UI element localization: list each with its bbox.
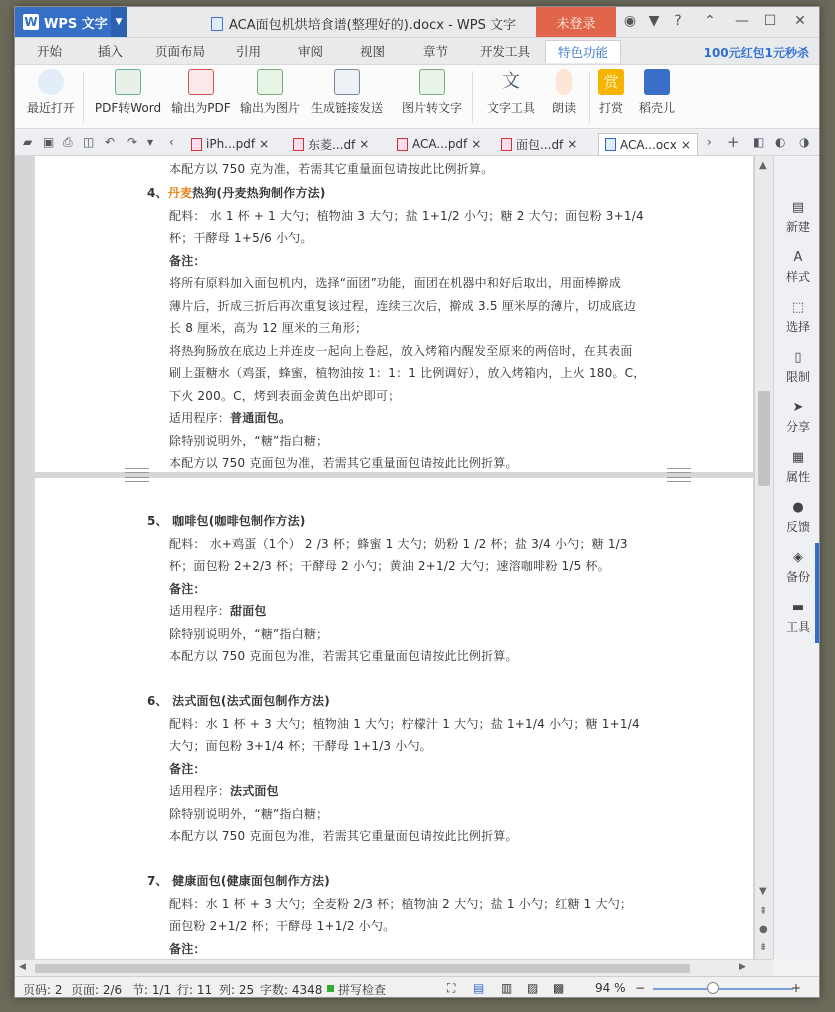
pdf-file-icon bbox=[293, 138, 304, 151]
paragraph: 将所有原料加入面包机内，选择“面团”功能，面团在机器中和好后取出，用面棒擀成 bbox=[169, 276, 622, 290]
divider bbox=[589, 71, 590, 123]
image-to-text-label: 图片转文字 bbox=[401, 101, 462, 115]
panel-label: 反馈 bbox=[785, 520, 810, 534]
chevron-down-icon[interactable]: ▼ bbox=[111, 7, 127, 37]
page-number[interactable]: 页码: 2 bbox=[23, 983, 63, 997]
paragraph bbox=[169, 602, 267, 619]
horizontal-scrollbar[interactable] bbox=[15, 959, 773, 976]
panel-properties[interactable] bbox=[774, 450, 820, 485]
ribbon-toolbar bbox=[15, 64, 819, 129]
program-label: 适用程序： bbox=[169, 604, 231, 618]
doc-tab-label: 东菱...df bbox=[308, 137, 356, 152]
web-view-icon[interactable]: ▨ bbox=[527, 981, 539, 995]
doc-tab-label: ACA...pdf bbox=[412, 137, 468, 151]
section-info: 节: 1/1 bbox=[132, 983, 172, 997]
page bbox=[35, 478, 753, 959]
doc-tab[interactable] bbox=[391, 133, 487, 155]
docx-file-icon bbox=[605, 138, 616, 151]
panel-label: 分享 bbox=[785, 420, 810, 434]
heading-highlight: 丹麦 bbox=[167, 186, 193, 200]
text-tools-button[interactable] bbox=[481, 69, 541, 116]
fullscreen-icon[interactable]: ⛶ bbox=[447, 981, 456, 995]
paragraph: 配料：水 1 杯 + 3 大勺；植物油 1 大勺；柠檬汁 1 大勺；盐 1+1/4 小勺；糖 1+1/4 bbox=[169, 717, 640, 731]
document-area[interactable] bbox=[15, 156, 773, 959]
page-corner-mark bbox=[125, 472, 149, 482]
doc-title-text: ACA面包机烘培食谱(整理好的).docx - WPS 文字 bbox=[229, 18, 516, 33]
section-heading: 7、 健康面包(健康面包制作方法) bbox=[147, 874, 330, 888]
paragraph: 除特别说明外，“糖”指白糖； bbox=[169, 807, 329, 821]
scroll-thumb[interactable] bbox=[35, 964, 690, 973]
panel-label: 限制 bbox=[785, 370, 810, 384]
cloud-icon bbox=[38, 69, 64, 95]
program-label: 适用程序： bbox=[169, 784, 231, 798]
app-name: WPS 文字 bbox=[44, 16, 108, 32]
properties-icon: ▦ bbox=[791, 450, 805, 465]
text-tools-icon: 文 bbox=[502, 71, 520, 92]
print-icon[interactable]: ⎙ bbox=[63, 135, 73, 149]
panel-restrict[interactable] bbox=[774, 350, 820, 385]
tab-tool-icon[interactable]: ◑ bbox=[799, 135, 810, 149]
style-icon: A bbox=[793, 250, 803, 265]
doc-icon bbox=[211, 17, 223, 31]
tab-close-icon[interactable]: × bbox=[680, 137, 691, 152]
panel-select[interactable] bbox=[774, 300, 820, 335]
paragraph: 本配方以 750 克为准，若需其它重量面包请按此比例折算。 bbox=[169, 162, 494, 176]
app-menu-button[interactable] bbox=[15, 7, 127, 37]
panel-label: 属性 bbox=[785, 470, 810, 484]
tab-tool-icon[interactable]: ◐ bbox=[775, 135, 786, 149]
panel-label: 样式 bbox=[785, 270, 810, 284]
zoom-level[interactable]: 94 % bbox=[595, 981, 626, 995]
program-value: 法式面包 bbox=[230, 784, 279, 798]
page-count: 页面: 2/6 bbox=[71, 983, 123, 997]
note-label: 备注： bbox=[169, 254, 206, 268]
paragraph: 将热狗肠放在底边上并连皮一起向上卷起，放入烤箱内醒发至原来的两倍时，在其表面 bbox=[169, 344, 633, 358]
section-heading: 5、 咖啡包(咖啡包制作方法) bbox=[147, 514, 306, 528]
pdf-icon bbox=[188, 69, 214, 95]
tab-close-icon[interactable]: × bbox=[471, 137, 482, 151]
doc-tab[interactable] bbox=[287, 133, 375, 155]
section-heading bbox=[147, 184, 326, 201]
paragraph: 除特别说明外，“糖”指白糖； bbox=[169, 434, 329, 448]
doc-tab[interactable] bbox=[495, 133, 583, 155]
prev-page-icon[interactable]: ⇞ bbox=[759, 906, 768, 917]
login-button[interactable]: 未登录 bbox=[536, 7, 616, 37]
pdf-to-word-icon bbox=[115, 69, 141, 95]
help-icon[interactable]: ? bbox=[674, 13, 682, 29]
export-pdf-label: 输出为PDF bbox=[171, 101, 231, 115]
wps-window bbox=[14, 6, 820, 998]
panel-feedback[interactable] bbox=[774, 500, 820, 535]
reward-icon: 赏 bbox=[598, 69, 624, 95]
tab-close-icon[interactable]: × bbox=[567, 137, 578, 151]
preview-icon[interactable]: ◫ bbox=[83, 135, 95, 149]
tab-home[interactable]: 开始 bbox=[37, 44, 63, 59]
panel-label: 备份 bbox=[785, 570, 810, 584]
right-task-panel bbox=[773, 156, 820, 959]
tab-references[interactable]: 引用 bbox=[236, 44, 262, 59]
scroll-thumb[interactable] bbox=[758, 391, 770, 486]
tab-layout[interactable]: 页面布局 bbox=[155, 44, 206, 59]
title-bar bbox=[15, 7, 819, 38]
panel-new[interactable] bbox=[774, 200, 820, 235]
paragraph: 面包粉 2+1/2 杯；干酵母 1+1/2 小勺。 bbox=[169, 919, 396, 933]
paragraph: 本配方以 750 克面包为准，若需其它重量面包请按此比例折算。 bbox=[169, 829, 518, 843]
paragraph: 杯；干酵母 1+5/6 小勺。 bbox=[169, 231, 313, 245]
vertical-scrollbar[interactable] bbox=[754, 156, 773, 959]
reading-mode-icon[interactable]: ▩ bbox=[553, 981, 565, 995]
scroll-up-icon[interactable]: ▲ bbox=[759, 160, 767, 171]
document-tabs bbox=[15, 130, 819, 156]
panel-accent bbox=[815, 543, 820, 643]
paragraph: 下火 200。C，烤到表面金黄色出炉即可； bbox=[169, 389, 401, 403]
paragraph: 配料： 水+鸡蛋（1个） 2 /3 杯；蜂蜜 1 大勺；奶粉 1 /2 杯；盐 3/4 小勺；糖 1/3 bbox=[169, 537, 628, 551]
image-to-text-button[interactable] bbox=[400, 69, 464, 116]
program-value: 甜面包 bbox=[230, 604, 267, 618]
spell-check[interactable]: 拼写检查 bbox=[338, 983, 387, 997]
paragraph: 配料： 水 1 杯 + 1 大勺；植物油 3 大勺；盐 1+1/2 小勺；糖 2 大勺；面包粉 3+1/4 bbox=[169, 209, 644, 223]
chat-icon: ● bbox=[792, 500, 804, 515]
panel-label: 选择 bbox=[785, 320, 810, 334]
select-browse-icon[interactable]: ● bbox=[759, 924, 768, 935]
reward-label: 打赏 bbox=[598, 101, 623, 115]
daoke-icon bbox=[644, 69, 670, 95]
paragraph: 长 8 厘米，高为 12 厘米的三角形； bbox=[169, 321, 368, 335]
window-title bbox=[211, 14, 516, 33]
page bbox=[35, 156, 753, 472]
skin-icon[interactable]: ◉ bbox=[623, 13, 637, 29]
paragraph: 本配方以 750 克面包为准，若需其它重量面包请按此比例折算。 bbox=[169, 649, 518, 663]
toolbox-icon: ▬ bbox=[791, 600, 805, 615]
paragraph: 本配方以 750 克面包为准，若需其它重量面包请按此比例折算。 bbox=[169, 456, 518, 470]
select-icon: ⬚ bbox=[791, 300, 805, 315]
undo-icon[interactable]: ↶ bbox=[105, 135, 116, 149]
section-heading: 6、 法式面包(法式面包制作方法) bbox=[147, 694, 330, 708]
program-label: 适用程序： bbox=[169, 411, 231, 425]
paragraph: 配料：水 1 杯 + 3 大勺；全麦粉 2/3 杯；植物油 2 大勺；盐 1 小勺；红糖 1 大勺； bbox=[169, 897, 633, 911]
row-info: 行: 11 bbox=[177, 983, 213, 997]
tab-close-icon[interactable]: × bbox=[259, 137, 270, 151]
note-label: 备注： bbox=[169, 582, 206, 596]
pdf-to-word-button[interactable] bbox=[93, 69, 163, 116]
outline-view-icon[interactable]: ▥ bbox=[501, 981, 513, 995]
panel-backup[interactable] bbox=[774, 550, 820, 585]
page-corner-mark bbox=[667, 472, 691, 482]
doc-tab[interactable] bbox=[185, 133, 275, 155]
doc-tab-label: iPh...pdf bbox=[206, 137, 256, 151]
lock-icon: ▯ bbox=[794, 350, 802, 365]
note-label: 备注： bbox=[169, 762, 206, 776]
tab-insert[interactable]: 插入 bbox=[98, 44, 124, 59]
menu-tabs bbox=[15, 38, 819, 64]
paragraph: 大勺；面包粉 3+1/4 杯；干酵母 1+1/3 小勺。 bbox=[169, 739, 432, 753]
promo-link[interactable]: 100元红包1元秒杀 bbox=[703, 46, 809, 60]
close-icon[interactable]: ✕ bbox=[794, 13, 806, 29]
tabs-left-icon[interactable]: ‹ bbox=[169, 135, 174, 149]
spell-check-icon bbox=[327, 985, 334, 992]
daoke-button[interactable] bbox=[635, 69, 679, 116]
paragraph: 薄片后，折成三折后再次重复该过程，连续三次后，擀成 3.5 厘米厚的薄片，切成底边 bbox=[169, 299, 636, 313]
export-image-button[interactable] bbox=[238, 69, 302, 116]
microphone-icon bbox=[556, 69, 572, 95]
divider bbox=[472, 71, 473, 123]
maximize-icon[interactable]: ☐ bbox=[763, 13, 777, 29]
paragraph bbox=[169, 409, 291, 426]
scroll-down-icon[interactable]: ▼ bbox=[759, 886, 767, 897]
redo-icon[interactable]: ↷ bbox=[127, 135, 138, 149]
share-link-button[interactable] bbox=[308, 69, 386, 116]
wps-logo-icon: W bbox=[24, 15, 38, 29]
tabs-right-icon[interactable]: › bbox=[707, 135, 712, 149]
zoom-slider[interactable] bbox=[653, 988, 793, 990]
minimize-icon[interactable]: — bbox=[735, 13, 749, 29]
tab-close-icon[interactable]: × bbox=[359, 137, 370, 151]
panel-label: 工具 bbox=[785, 620, 810, 634]
recent-label: 最近打开 bbox=[26, 101, 75, 115]
heading-number: 4、 bbox=[147, 186, 168, 200]
share-icon: ➤ bbox=[792, 400, 804, 415]
next-page-icon[interactable]: ⇟ bbox=[759, 942, 768, 953]
status-bar bbox=[15, 976, 819, 998]
qa-more-icon[interactable]: ▾ bbox=[147, 135, 154, 149]
collapse-ribbon-icon[interactable]: ⌃ bbox=[704, 13, 716, 29]
panel-tools[interactable] bbox=[774, 600, 820, 635]
doc-tab-label: ACA...ocx bbox=[620, 137, 677, 152]
doc-tab-label: 面包...df bbox=[516, 137, 564, 152]
new-doc-icon: ▤ bbox=[791, 200, 805, 215]
read-aloud-label: 朗读 bbox=[551, 101, 576, 115]
shirt-icon[interactable]: ▼ bbox=[648, 13, 660, 29]
pdf-file-icon bbox=[397, 138, 408, 151]
tab-developer[interactable]: 开发工具 bbox=[480, 44, 531, 59]
page-view-icon[interactable]: ▤ bbox=[473, 981, 485, 995]
tab-tool-icon[interactable]: ◧ bbox=[753, 135, 765, 149]
tab-view[interactable]: 视图 bbox=[360, 44, 386, 59]
save-icon[interactable]: ▣ bbox=[43, 135, 55, 149]
image-text-icon bbox=[419, 69, 445, 95]
text-tools-label: 文字工具 bbox=[486, 101, 535, 115]
paragraph: 杯；面包粉 2+2/3 杯；干酵母 2 小勺；黄油 2+1/2 大勺；速溶咖啡粉 1/5 杯。 bbox=[169, 559, 610, 573]
paragraph bbox=[169, 782, 279, 799]
tab-review[interactable]: 审阅 bbox=[298, 44, 324, 59]
note-label: 备注： bbox=[169, 942, 206, 956]
tab-chapter[interactable]: 章节 bbox=[423, 44, 449, 59]
panel-share[interactable] bbox=[774, 400, 820, 435]
paragraph: 除特别说明外，“糖”指白糖； bbox=[169, 627, 329, 641]
program-value: 普通面包。 bbox=[230, 411, 292, 425]
panel-style[interactable] bbox=[774, 250, 820, 285]
recent-button[interactable] bbox=[25, 69, 77, 116]
divider bbox=[83, 71, 84, 123]
word-count[interactable]: 字数: 4348 bbox=[260, 983, 323, 997]
pdf-file-icon bbox=[501, 138, 512, 151]
link-icon bbox=[334, 69, 360, 95]
zoom-out-icon[interactable]: − bbox=[635, 981, 646, 995]
tab-special[interactable]: 特色功能 bbox=[545, 40, 621, 63]
reward-button[interactable] bbox=[595, 69, 627, 116]
zoom-in-icon[interactable]: + bbox=[791, 981, 802, 995]
scroll-left-icon[interactable]: ◀ bbox=[19, 962, 26, 972]
export-pdf-button[interactable] bbox=[170, 69, 232, 116]
read-aloud-button[interactable] bbox=[547, 69, 581, 116]
backup-icon: ◈ bbox=[793, 550, 803, 565]
share-link-label: 生成链接发送 bbox=[310, 101, 383, 115]
image-icon bbox=[257, 69, 283, 95]
heading-text: 热狗(丹麦热狗制作方法) bbox=[192, 186, 326, 200]
doc-tab-active[interactable] bbox=[598, 133, 698, 155]
panel-label: 新建 bbox=[785, 220, 810, 234]
zoom-slider-knob[interactable] bbox=[707, 982, 719, 994]
pdf-file-icon bbox=[191, 138, 202, 151]
scroll-right-icon[interactable]: ▶ bbox=[739, 962, 746, 972]
daoke-label: 稻壳儿 bbox=[638, 101, 675, 115]
open-folder-icon[interactable]: ▰ bbox=[23, 135, 33, 149]
paragraph: 刷上蛋糖水（鸡蛋，蜂蜜，植物油按 1：1：1 比例调好），放入烤箱内，上火 180。C， bbox=[169, 366, 646, 380]
pdf-to-word-label: PDF转Word bbox=[94, 101, 162, 115]
new-tab-icon[interactable]: + bbox=[727, 133, 740, 151]
export-image-label: 输出为图片 bbox=[239, 101, 300, 115]
col-info: 列: 25 bbox=[219, 983, 255, 997]
